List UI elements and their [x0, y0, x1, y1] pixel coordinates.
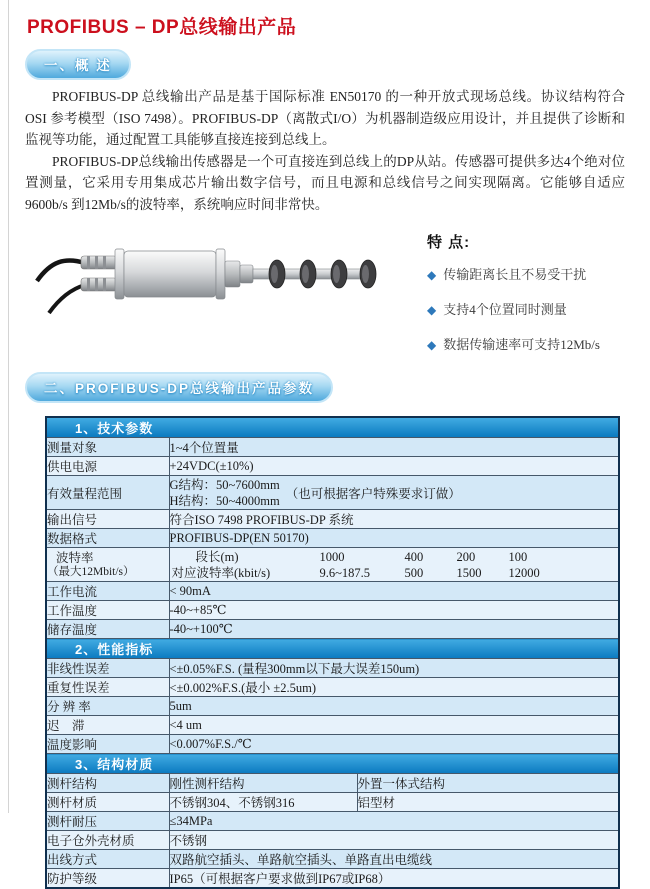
spec-row: [46, 716, 619, 735]
spec-value: 符合ISO 7498 PROFIBUS-DP 系统: [169, 510, 619, 529]
spec-label: 数据格式: [46, 529, 169, 548]
overview-paragraph-1: PROFIBUS-DP 总线输出产品是基于国际标准 EN50170 的一种开放式现场总线。协议结构符合 OSI 参考模型（ISO 7498）。PROFIBUS-DP（离散式I/O）为机器制造级应用设计，并且提供了诊断和监视等功能，通过配置工具能够直接连接到总线上。: [25, 89, 625, 147]
spec-row: [46, 529, 619, 548]
features-panel: [427, 223, 625, 355]
specs-table: [45, 416, 620, 889]
spec-value: +24VDC(±10%): [169, 457, 619, 476]
spec-label: 供电电源: [46, 457, 169, 476]
spec-label: 防护等级: [46, 869, 169, 889]
spec-value: [169, 548, 619, 582]
spec-label: 迟 滞: [46, 716, 169, 735]
spec-row: [46, 476, 619, 510]
diamond-bullet-icon: ◆: [427, 303, 437, 317]
ring-magnet-4: [360, 260, 376, 288]
diamond-bullet-icon: ◆: [427, 268, 437, 282]
spec-value: [169, 476, 619, 510]
spec-label: 分 辨 率: [46, 697, 169, 716]
spec-label: 测杆耐压: [46, 812, 169, 831]
spec-value: 刚性测杆结构: [169, 774, 357, 793]
feature-text: 数据传输速率可支持12Mb/s: [443, 337, 600, 352]
spec-row: [46, 601, 619, 620]
spec-value-2: 外置一体式结构: [357, 774, 619, 793]
feature-item: [427, 334, 625, 353]
range-line-h: H结构：50~4000mm: [169, 493, 280, 508]
ring-magnet-1: [269, 260, 285, 288]
spec-value: -40~+85℃: [169, 601, 619, 620]
spec-value: <4 um: [169, 716, 619, 735]
spec-row: [46, 582, 619, 601]
spec-value: 不锈钢: [169, 831, 619, 850]
spec-value: 1~4个位置量: [169, 438, 619, 457]
spec-label: 工作温度: [46, 601, 169, 620]
spec-value: <±0.05%F.S. (量程300mm以下最大误差150um): [169, 659, 619, 678]
spec-label: 输出信号: [46, 510, 169, 529]
spec-value-2: 铝型材: [357, 793, 619, 812]
magnetostrictive-sensor-illustration: [25, 223, 385, 355]
feature-item: [427, 264, 625, 283]
cable-top: [37, 260, 85, 281]
spec-value: <±0.002%F.S.(最小 ±2.5um): [169, 678, 619, 697]
spec-row: [46, 869, 619, 889]
spec-row: [46, 697, 619, 716]
spec-label: 测杆结构: [46, 774, 169, 793]
section-heading-parameters: 二、PROFIBUS-DP总线输出产品参数: [25, 372, 333, 403]
overview-paragraph-2: PROFIBUS-DP总线输出传感器是一个可直接连到总线上的DP从站。传感器可提供多达4个绝对位置测量，它采用专用集成芯片输出数字信号，而且电源和总线信号之间实现隔离。它能够自适应9600b/s 到12Mb/s的波特率，系统响应时间非常快。: [25, 153, 625, 212]
spec-label: 储存温度: [46, 620, 169, 639]
spec-value: 不锈钢304、不锈钢316: [169, 793, 357, 812]
baud-label-line1: 波特率: [56, 550, 94, 565]
spec-value: <0.007%F.S./℃: [169, 735, 619, 754]
ring-magnet-2: [300, 260, 316, 288]
spec-row: [46, 812, 619, 831]
spec-label: 电子仓外壳材质: [46, 831, 169, 850]
baud-grid-row-1: 段长(m) 1000 400 200 100: [195, 549, 528, 564]
spec-row: [46, 735, 619, 754]
spec-value: IP65（可根据客户要求做到IP67或IP68）: [169, 869, 619, 889]
feature-text: 传输距离长且不易受干扰: [443, 267, 587, 282]
sensor-body: [115, 249, 225, 299]
connector-plug-bottom: [81, 278, 117, 291]
rod-collar: [240, 265, 253, 283]
spec-label: 温度影响: [46, 735, 169, 754]
feature-item: [427, 299, 625, 318]
ring-magnet-3: [331, 260, 347, 288]
spec-section-header: 2、性能指标: [46, 639, 619, 659]
spec-label: 有效量程范围: [46, 476, 169, 510]
spec-value: PROFIBUS-DP(EN 50170): [169, 529, 619, 548]
spec-row: [46, 831, 619, 850]
spec-label: 测量对象: [46, 438, 169, 457]
spec-row: [46, 438, 619, 457]
spec-row: [46, 548, 619, 582]
spec-label: [46, 548, 169, 582]
spec-value: 双路航空插头、单路航空插头、单路直出电缆线: [169, 850, 619, 869]
feature-text: 支持4个位置同时测量: [443, 302, 567, 317]
spec-value: -40~+100℃: [169, 620, 619, 639]
spec-row: [46, 659, 619, 678]
baud-grid-row-2: 对应波特率(kbit/s) 9.6~187.5 500 1500 12000: [171, 565, 540, 580]
mounting-nut: [225, 261, 240, 287]
features-heading: 特 点:: [427, 234, 471, 251]
spec-value: ≤34MPa: [169, 812, 619, 831]
range-line-g: G结构：50~7600mm: [169, 477, 280, 492]
spec-label: 非线性误差: [46, 659, 169, 678]
spec-value: 5um: [169, 697, 619, 716]
baud-label-line2: （最大12Mbit/s）: [47, 565, 135, 578]
spec-label: 出线方式: [46, 850, 169, 869]
connector-plug-top: [81, 256, 117, 269]
spec-label: 测杆材质: [46, 793, 169, 812]
spec-row: [46, 457, 619, 476]
spec-row: [46, 850, 619, 869]
sensor-product-image: [25, 223, 385, 355]
spec-row: [46, 510, 619, 529]
spec-label: 重复性误差: [46, 678, 169, 697]
spec-row: [46, 774, 619, 793]
spec-value: < 90mA: [169, 582, 619, 601]
spec-section-header: 1、技术参数: [46, 417, 619, 438]
page-title: PROFIBUS – DP总线输出产品: [27, 17, 297, 38]
cable-bottom: [49, 285, 85, 313]
spec-row: [46, 793, 619, 812]
spec-section-header: 3、结构材质: [46, 754, 619, 774]
diamond-bullet-icon: ◆: [427, 338, 437, 352]
spec-row: [46, 620, 619, 639]
spec-row: [46, 678, 619, 697]
range-note: （也可根据客户特殊要求订做）: [285, 486, 461, 501]
section-heading-overview: 一、概 述: [25, 49, 131, 80]
spec-label: 工作电流: [46, 582, 169, 601]
